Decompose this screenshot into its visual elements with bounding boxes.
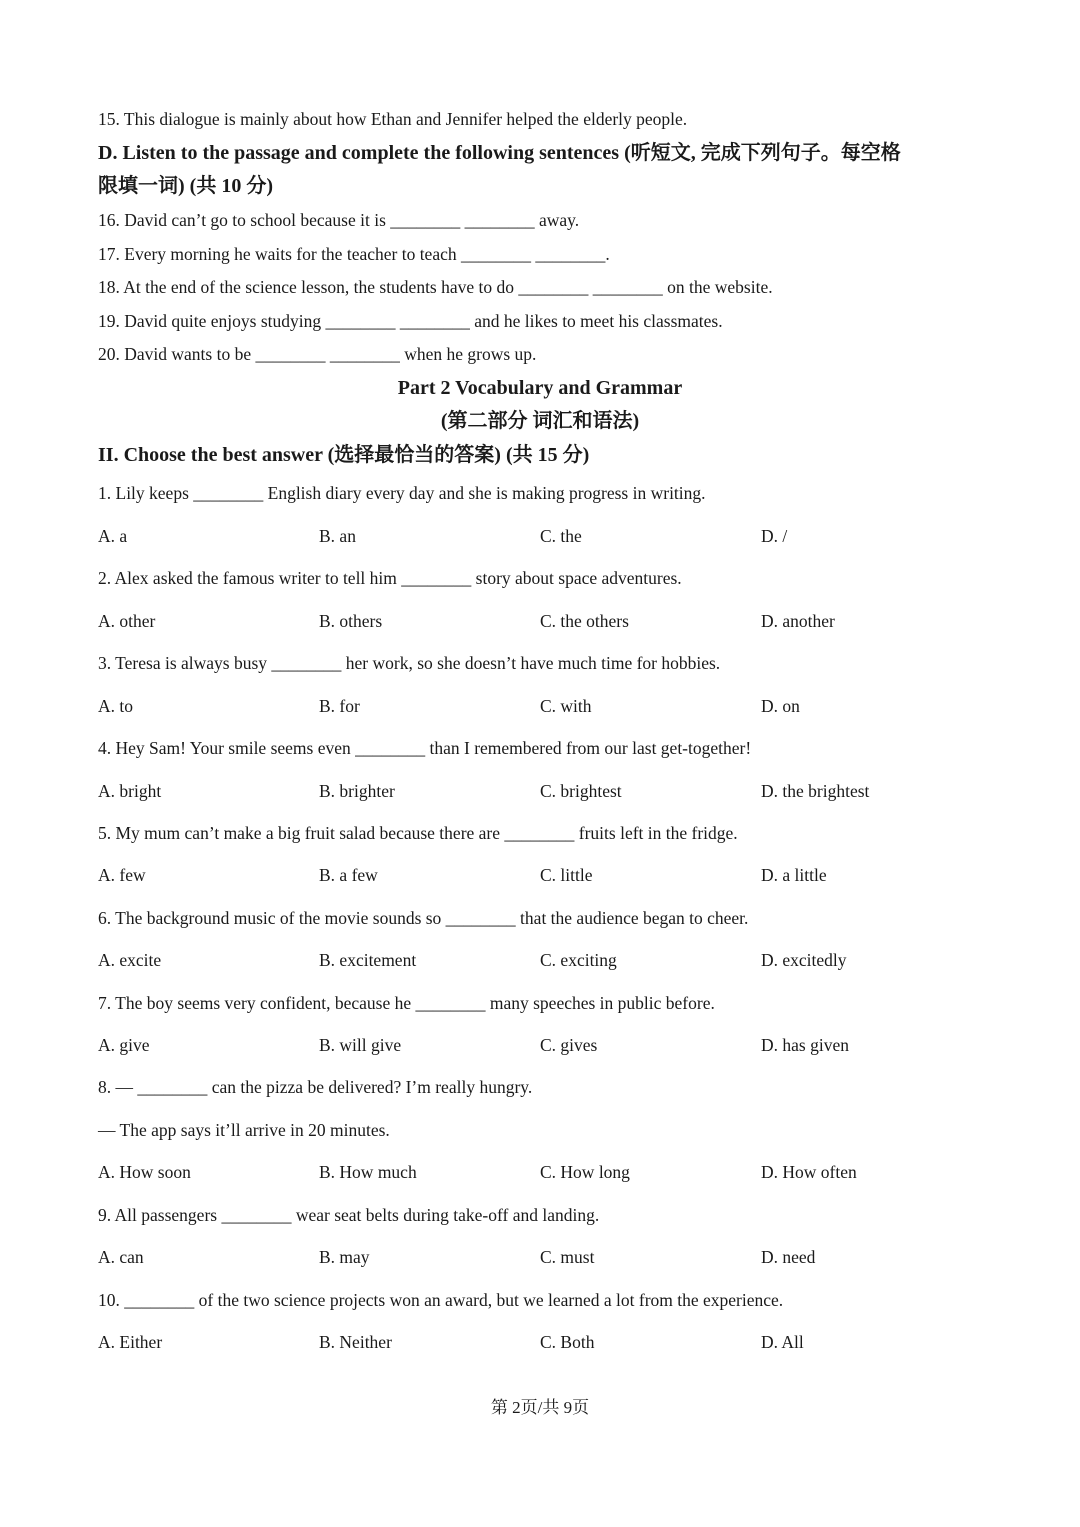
mcq-1-option-a: A. a — [98, 526, 128, 546]
mcq-stem-10: 10. ________ of the two science projects won an award, but we learned a lot from the experience. — [98, 1290, 784, 1310]
mcq-1-option-d: D. / — [761, 526, 788, 546]
mcq-6-option-c: C. exciting — [540, 950, 617, 970]
mcq-7-option-a: A. give — [98, 1035, 150, 1055]
part2-subtitle: (第二部分 词汇和语法) — [440, 410, 640, 432]
question-19: 19. David quite enjoys studying ________ ________ and he likes to meet his classmates. — [98, 311, 723, 331]
part2-title: Part 2 Vocabulary and Grammar — [397, 377, 683, 399]
mcq-10-option-b: B. Neither — [319, 1332, 392, 1352]
mcq-10-option-d: D. All — [761, 1332, 804, 1352]
mcq-stem-5: 5. My mum can’t make a big fruit salad because there are ________ fruits left in the fridge. — [98, 823, 738, 843]
question-20: 20. David wants to be ________ ________ when he grows up. — [98, 344, 537, 364]
mcq-7-option-b: B. will give — [319, 1035, 402, 1055]
question-16: 16. David can’t go to school because it is ________ ________ away. — [98, 210, 580, 230]
mcq-4-option-b: B. brighter — [319, 781, 395, 801]
mcq-2-option-b: B. others — [319, 611, 383, 631]
mcq-9-option-b: B. may — [319, 1247, 370, 1267]
mcq-8-option-b: B. How much — [319, 1162, 417, 1182]
mcq-7-option-d: D. has given — [761, 1035, 849, 1055]
mcq-4-option-d: D. the brightest — [761, 781, 870, 801]
mcq-1-option-c: C. the — [540, 526, 582, 546]
mcq-3-option-a: A. to — [98, 696, 133, 716]
question-17: 17. Every morning he waits for the teacher to teach ________ ________. — [98, 244, 610, 264]
mcq-10-option-c: C. Both — [540, 1332, 595, 1352]
mcq-3-option-c: C. with — [540, 696, 592, 716]
mcq-stem-3: 3. Teresa is always busy ________ her work, so she doesn’t have much time for hobbies. — [98, 653, 721, 673]
mcq-stem-8-reply: — The app says it’ll arrive in 20 minutes. — [98, 1120, 390, 1140]
mcq-3-option-d: D. on — [761, 696, 800, 716]
mcq-9-option-d: D. need — [761, 1247, 816, 1267]
section-d-heading-line1: D. Listen to the passage and complete the following sentences (听短文, 完成下列句子。每空格 — [98, 142, 901, 164]
mcq-9-option-c: C. must — [540, 1247, 595, 1267]
mcq-5-option-c: C. little — [540, 865, 593, 885]
mcq-5-option-d: D. a little — [761, 865, 827, 885]
mcq-9-option-a: A. can — [98, 1247, 144, 1267]
mcq-7-option-c: C. gives — [540, 1035, 598, 1055]
mcq-2-option-a: A. other — [98, 611, 156, 631]
section-ii-heading: II. Choose the best answer (选择最恰当的答案) (共 15 分) — [98, 444, 590, 466]
mcq-5-option-a: A. few — [98, 865, 146, 885]
question-18: 18. At the end of the science lesson, the students have to do ________ ________ on the website. — [98, 277, 773, 297]
mcq-6-option-d: D. excitedly — [761, 950, 847, 970]
mcq-stem-2: 2. Alex asked the famous writer to tell him ________ story about space adventures. — [98, 568, 682, 588]
mcq-10-option-a: A. Either — [98, 1332, 163, 1352]
mcq-8-option-d: D. How often — [761, 1162, 857, 1182]
mcq-2-option-c: C. the others — [540, 611, 629, 631]
mcq-8-option-c: C. How long — [540, 1162, 630, 1182]
mcq-stem-4: 4. Hey Sam! Your smile seems even ________ than I remembered from our last get-together! — [98, 738, 752, 758]
mcq-3-option-b: B. for — [319, 696, 360, 716]
mcq-stem-7: 7. The boy seems very confident, because he ________ many speeches in public before. — [98, 993, 715, 1013]
mcq-6-option-b: B. excitement — [319, 950, 417, 970]
mcq-stem-1: 1. Lily keeps ________ English diary every day and she is making progress in writing. — [98, 483, 706, 503]
mcq-2-option-d: D. another — [761, 611, 835, 631]
mcq-5-option-b: B. a few — [319, 865, 378, 885]
mcq-1-option-b: B. an — [319, 526, 356, 546]
question-15: 15. This dialogue is mainly about how Ethan and Jennifer helped the elderly people. — [98, 109, 688, 129]
section-d-heading-line2: 限填一词) (共 10 分) — [98, 175, 273, 197]
mcq-4-option-c: C. brightest — [540, 781, 622, 801]
mcq-stem-8: 8. — ________ can the pizza be delivered? I’m really hungry. — [98, 1077, 533, 1097]
mcq-4-option-a: A. bright — [98, 781, 162, 801]
mcq-stem-9: 9. All passengers ________ wear seat belts during take-off and landing. — [98, 1205, 600, 1225]
mcq-8-option-a: A. How soon — [98, 1162, 191, 1182]
mcq-6-option-a: A. excite — [98, 950, 162, 970]
page-number: 第 2页/共 9页 — [490, 1398, 590, 1417]
mcq-stem-6: 6. The background music of the movie sounds so ________ that the audience began to cheer. — [98, 908, 749, 928]
